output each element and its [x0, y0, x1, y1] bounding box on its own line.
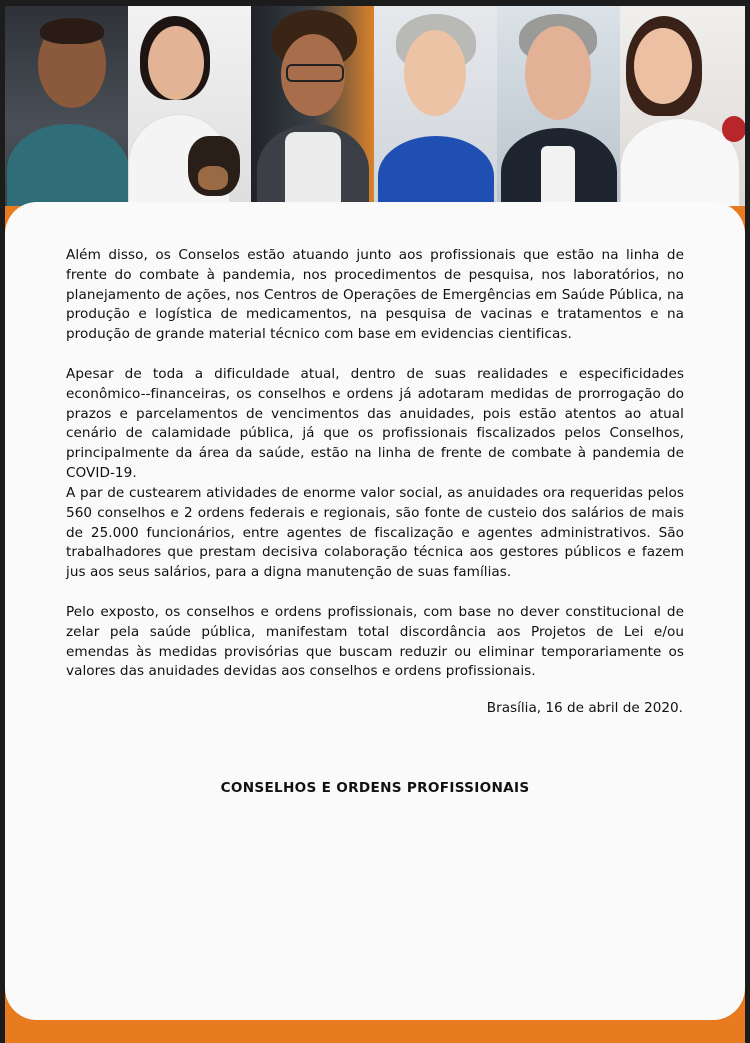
- portrait-photo: [620, 6, 745, 206]
- portrait-photo: [497, 6, 620, 206]
- letter-paragraph: Apesar de toda a dificuldade atual, dentro de suas realidades e especificidades econômico--financeiras, os conselhos e ordens já adotaram medidas de prorrogação do prazos e parcelamentos de vencimentos das anuidades, pois estão atentos ao atual cenário de calamidade pública, já que os profissionais fiscalizados pelos Conselhos, principalmente da área da saúde, estão na linha de frente de combate à pandemia de COVID-19.: [66, 366, 684, 481]
- photo-banner: [5, 6, 745, 206]
- letter-paragraph: Pelo exposto, os conselhos e ordens profissionais, com base no dever constitucional de zelar pela saúde pública, manifestam total discordância aos Projetos de Lei e/ou emendas às medidas provisórias que buscam reduzir ou eliminar temporariamente os valores das anuidades devidas aos conselhos e ordens profissionais.: [66, 604, 684, 680]
- portrait-photo: [374, 6, 497, 206]
- letter-paragraph: A par de custearem atividades de enorme valor social, as anuidades ora requeridas pelos 560 conselhos e 2 ordens federais e regionais, são fonte de custeio dos salários de mais de 25.000 funcionários, entre agentes de fiscalização e agentes administrativos. São trabalhadores que prestam decisiva colaboração técnica aos gestores públicos e fazem jus aos seus salários, para a digna manutenção de suas famílias.: [66, 485, 684, 581]
- portrait-photo: [5, 6, 128, 206]
- portrait-photo: [251, 6, 374, 206]
- portrait-photo: [128, 6, 251, 206]
- signature: CONSELHOS E ORDENS PROFISSIONAIS: [220, 780, 530, 796]
- letter-paragraph: Além disso, os Conselos estão atuando junto aos profissionais que estão na linha de frente do combate à pandemia, nos procedimentos de pesquisa, nos laboratórios, no planejamento de ações, nos Centros de Operações de Emergências em Saúde Pública, na produção e logística de medicamentos, na pesquisa de vacinas e tratamentos e na produção de grande material técnico com base em evidencias cientificas.: [66, 247, 684, 343]
- letter-sheet: [5, 202, 745, 1020]
- document-frame: [5, 6, 745, 1043]
- dateline: Brasília, 16 de abril de 2020.: [486, 700, 683, 716]
